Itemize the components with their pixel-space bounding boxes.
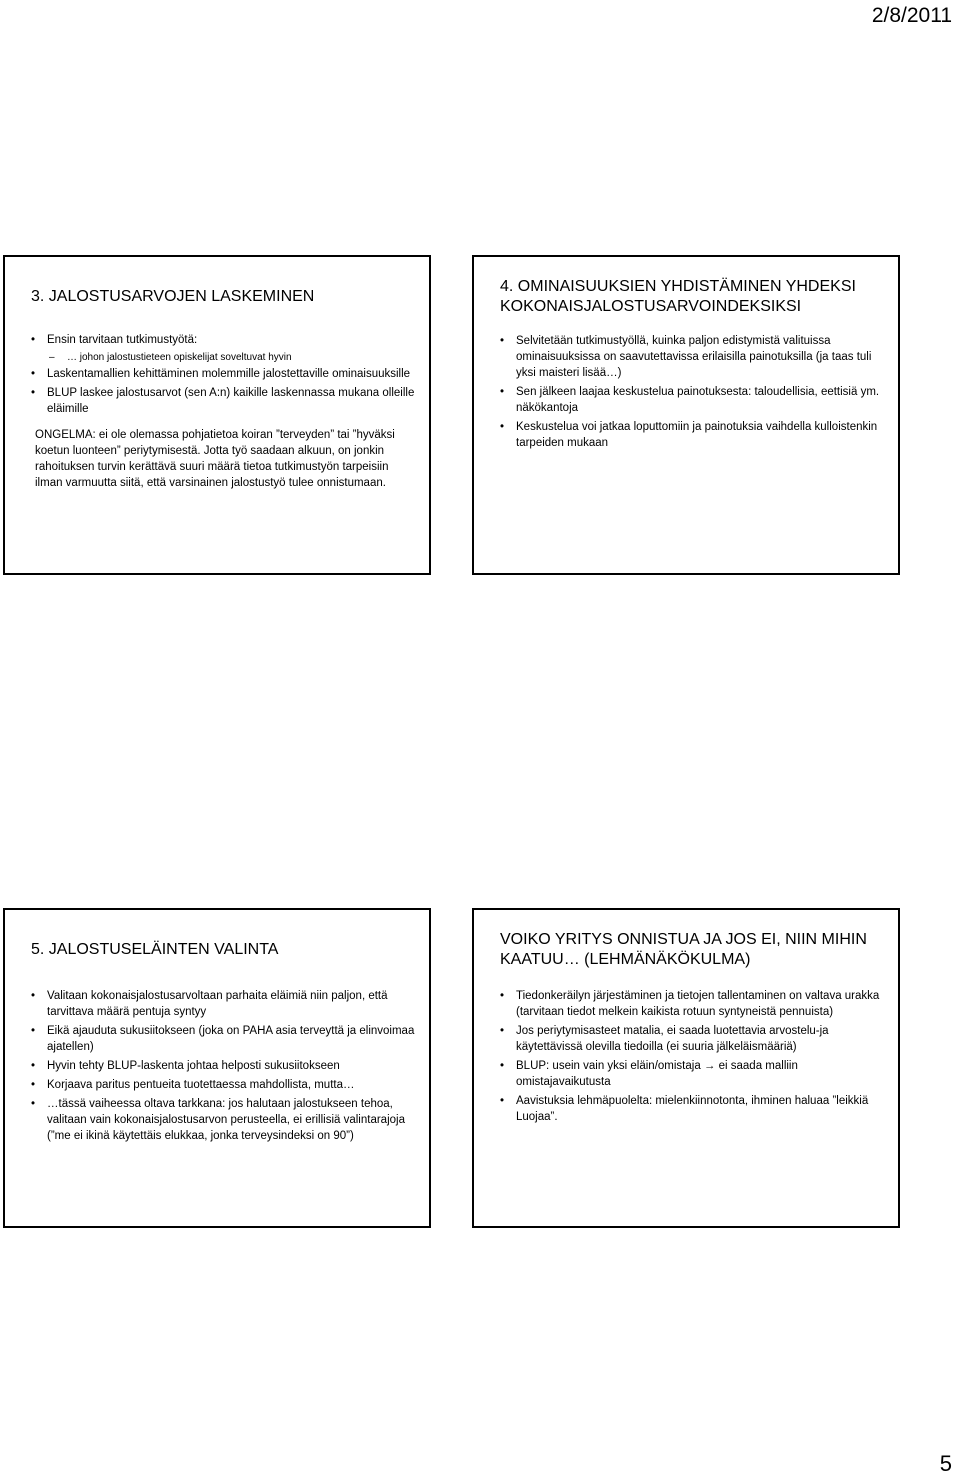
slide-body <box>29 332 417 494</box>
header-date: 2/8/2011 <box>871 4 952 27</box>
slide-body <box>498 988 886 1128</box>
slide-4 <box>472 908 900 1228</box>
page-number: 5 <box>939 1451 952 1476</box>
list-item: • …tässä vaiheessa oltava tarkkana: jos halutaan jalostukseen tehoa, valitaan vain kokonaisjalostusarvon perusteella, ei erillisiä valintarajoja (”me ei ikinä käytettäis elukkaa, jonka terveysindeksi on 90”) <box>29 1096 417 1144</box>
list-item: • Jos periytymisasteet matalia, ei saada luotettavia arvostelu-ja käytettävissä olevilla tiedoilla (ei suuria jälkeläismääriä) <box>498 1023 886 1055</box>
paragraph: ONGELMA: ei ole olemassa pohjatietoa koiran ”terveyden” tai ”hyväksi koetun luonteen” periytymisestä. Jotta työ saadaan alkuun, on jonkin rahoituksen turvin kerättävä suuri määrä tietoa tutkimustyön tarpeisiin ilman varmuutta siitä, että varsinainen jalostustyö tulee onnistumaan. <box>35 429 395 489</box>
list-item: • Aavistuksia lehmäpuolelta: mielenkiinnotonta, ihminen haluaa ”leikkiä Luojaa”. <box>498 1093 886 1125</box>
slide-1 <box>3 255 431 575</box>
slide-title: 5. JALOSTUSELÄINTEN VALINTA <box>31 941 279 958</box>
slide-title: VOIKO YRITYS ONNISTUA JA JOS EI, NIIN MIHIN KAATUU… (LEHMÄNÄKÖKULMA) <box>500 931 867 968</box>
slide-2 <box>472 255 900 575</box>
slide-title: 4. OMINAISUUKSIEN YHDISTÄMINEN YHDEKSI KOKONAISJALOSTUSARVOINDEKSIKSI <box>500 278 856 315</box>
sub-list-item: – … johon jalostustieteen opiskelijat soveltuvat hyvin <box>29 351 417 365</box>
list-item: • Tiedonkeräilyn järjestäminen ja tietojen tallentaminen on valtava urakka (tarvitaan tiedot melkein kaikista rotuun syntyneistä pennuista) <box>498 988 886 1020</box>
list-item: • BLUP laskee jalostusarvot (sen A:n) kaikille laskennassa mukana olleille eläimille <box>29 385 417 417</box>
list-item: • Korjaava paritus pentueita tuotettaessa mahdollista, mutta… <box>29 1077 417 1093</box>
list-item: • Ensin tarvitaan tutkimustyötä: <box>29 332 417 348</box>
slide-title: 3. JALOSTUSARVOJEN LASKEMINEN <box>31 288 315 305</box>
slide-body <box>498 333 886 454</box>
list-item: • Laskentamallien kehittäminen molemmille jalostettaville ominaisuuksille <box>29 366 417 382</box>
list-item: • Selvitetään tutkimustyöllä, kuinka paljon edistymistä valituissa ominaisuuksissa on saavutettavissa erilaisilla painotuksilla (ja taas tuli yksi maisteri lisää…) <box>498 333 886 381</box>
slide-3 <box>3 908 431 1228</box>
list-item: • Keskustelua voi jatkaa loputtomiin ja painotuksia vaihdella kulloistenkin tarpeiden mukaan <box>498 419 886 451</box>
slide-body <box>29 988 417 1147</box>
list-item: • Valitaan kokonaisjalostusarvoltaan parhaita eläimiä niin paljon, että tarvittava määrä pentuja syntyy <box>29 988 417 1020</box>
list-item: • BLUP: usein vain yksi eläin/omistaja → ei saada malliin omistajavaikutusta <box>498 1058 886 1090</box>
list-item: • Hyvin tehty BLUP-laskenta johtaa helposti sukusiitokseen <box>29 1058 417 1074</box>
list-item: • Sen jälkeen laajaa keskustelua painotuksesta: taloudellisia, eettisiä ym. näkökantoja <box>498 384 886 416</box>
list-item: • Eikä ajauduta sukusiitokseen (joka on PAHA asia terveyttä ja elinvoimaa ajatellen) <box>29 1023 417 1055</box>
